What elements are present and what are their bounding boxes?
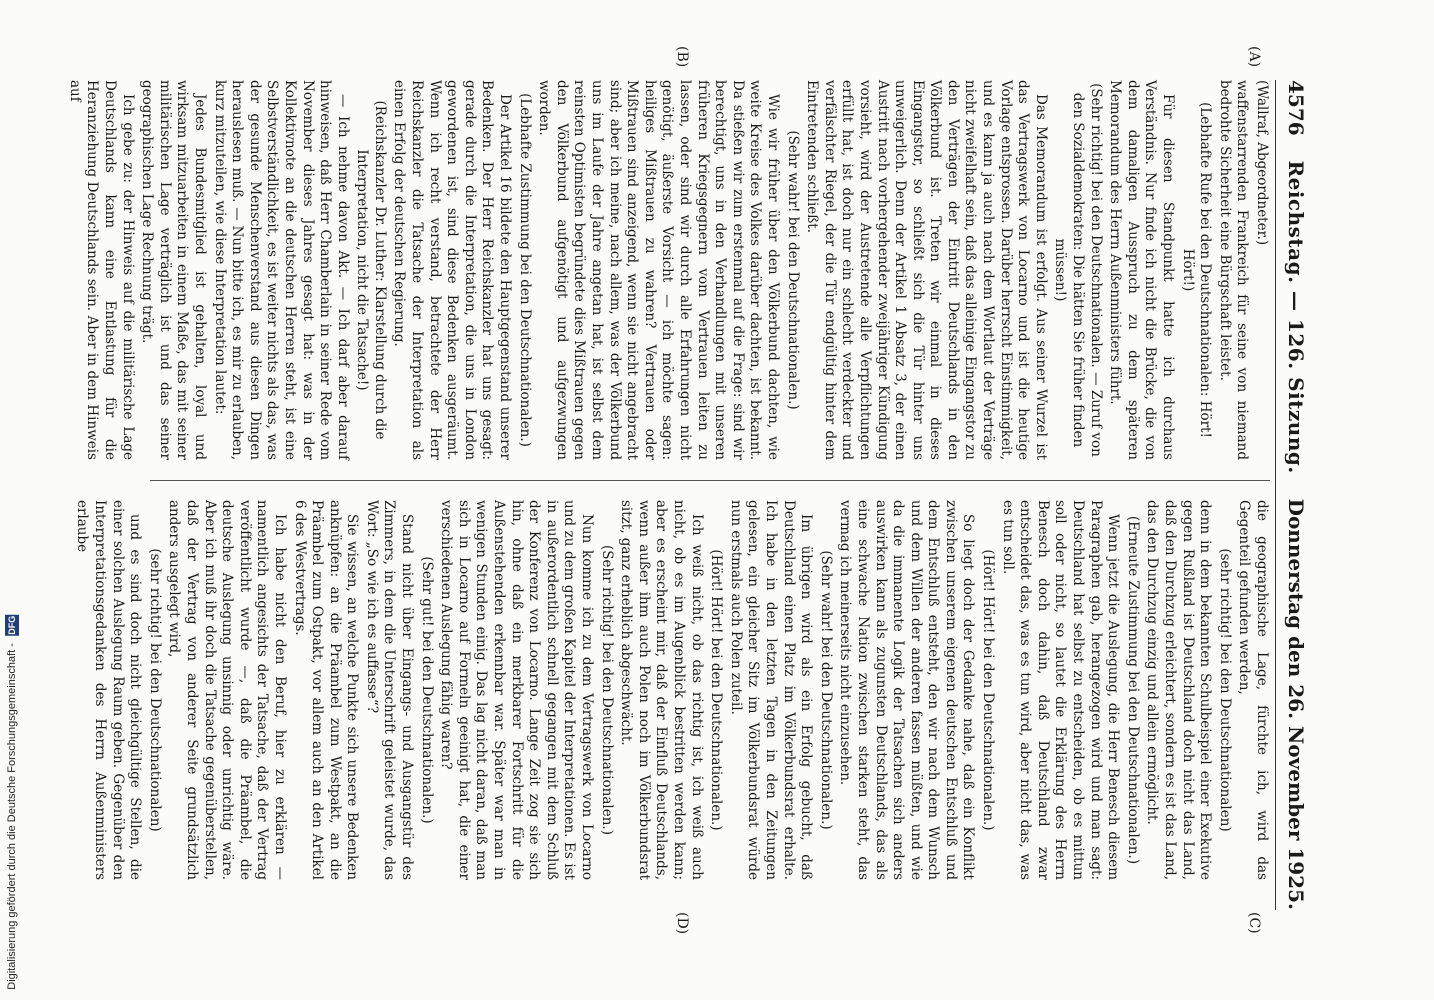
paragraph: (Sehr gut! bei den Deutschnationalen.) [418, 556, 435, 824]
paragraph: So liegt doch der Gedanke nahe, daß ein Konflikt zwischen unserem eigenen deutschen Entschluß und dem Entschluß entsteht, den wir nach dem Wunsch und dem Willen der anderen fassen müßten, und wie da die immanente Logik der Tatsachen sich anders auswirken kann als zugunsten Deutschlands, das als eine schwache Nation zwischen starken steht, das vermag ich meinerseits nicht einzusehen. [837, 500, 977, 880]
credit-label: Digitalisierung gefördert durch die Deutsche Forschungsgemeinschaft - [6, 643, 18, 990]
paragraph: (Sehr wahr! bei den Deutschnationalen.) [817, 550, 834, 830]
column-divider [150, 480, 1270, 481]
paragraph: Das Memorandum ist erfolgt. Aus seiner Wurzel ist das Vertragswerk von Locarno und ist die heutige Vorlage entsprossen. Darüber herrscht Einstimmigkeit, und es kann ja auch nach dem Wortlaut der Verträge nicht zweifelhaft sein, daß das alleinige Eingangstor zu den Verträgen der Eintritt Deutschlands in den Völkerbund ist. Treten wir einmal in dieses Eingangstor, so schließt sich die Tür hinter uns unweigerlich. Denn der Artikel 1 Absatz 3, der einen Austritt nach vorhergehender zweijähriger Kündigung vorsieht, wird der Austretende alle Verpflichtungen erfüllt hat, ist doch nur ein schlecht verdeckter und verfälschter Riegel, der die Tür endgültig hinter dem Eintretenden schließt. [804, 80, 1049, 460]
paragraph: (Erneute Zustimmung bei den Deutschnationalen.) [1124, 515, 1141, 865]
margin-marker-d: (D) [674, 912, 690, 935]
margin-marker-b: (B) [674, 46, 690, 68]
session-date: Donnerstag den 26. November 1925. [1284, 498, 1308, 910]
paragraph: Stand nicht über Eingangs- und Ausgangstür des Zimmers, in dem die Unterschrift geleistet wurde, das Wort: „So wie ich es auffasse“? [363, 500, 416, 880]
paragraph: waffenstarrenden Frankreich für seine von niemand bedrohte Sicherheit eine Bürgschaft leistet. [1216, 80, 1251, 460]
paragraph: die geographische Lage, fürchte ich, wird das Gegenteil gefunden werden, [1236, 500, 1270, 880]
paragraph: Der Artikel 16 bildete den Hauptgegenstand unserer Bedenken. Der Herr Reichskanzler hat uns gesagt: gerade durch die Interpretation, die uns in London gewordenen ist, sind diese Bedenken ausgeräumt. Wenn ich recht verstand, betrachtete der Herr Reichskanzler die Tatsache der Interpretation als einen Erfolg der deutschen Regierung. [391, 80, 514, 460]
paragraph: (Reichskanzler Dr. Luther: Klarstellung durch die Interpretation, nicht die Tatsache!) [354, 100, 388, 440]
paragraph: Sie wissen, an welche Punkte sich unsere Bedenken anknüpfen: an die Präambel zum Westpakt, an die Präambel zum Ostpakt, vor allem auch an den Artikel 6 des Westvertrags. [291, 500, 361, 880]
page-header [1282, 80, 1310, 910]
paragraph: Wie wir früher über den Völkerbund dachten, wie weite Kreise des Volkes darüber dachten, ist bekannt. Da stießen wir zum erstenmal auf die Frage: sind wir berechtigt, uns in den Verhandlungen mit unseren früheren Kriegsgegnern vom Vertrauen leiten zu lassen, oder sind wir durch alle Erfahrungen nicht genötigt, äußerste Vorsicht — ich möchte sagen: heiliges Mißtrauen zu wahren? Vertrauen oder Mißtrauen sind anzeigend, wenn sie nicht angebracht sind; aber ich meine, nach allem, was der Völkerbund uns im Laufe der Jahre angetan hat, ist selbst dem reinsten Optimisten begründete dies Mißtrauen gegen den Völkerbund aufgenötigt und aufgezwungen worden. [536, 80, 781, 460]
dfg-logo: DFG [7, 616, 17, 636]
margin-marker-a: (A) [1246, 46, 1262, 68]
paragraph: Nun komme ich zu dem Vertragswerk von Locarno und zu dem großen Kapitel der Interpretationen. Es ist in außerordentlich schnell gegangen mit dem Schluß der Konferenz von Locarno. Lange Zeit zog sie sich hin, ohne daß ein merkbarer Fortschritt für die Außenstehenden erkennbar war. Später war man in wenigen Stunden einig. Das lag nicht daran, daß man sich in Locarno auf Formeln geeinigt hat, die einer verschiedenen Auslegung fähig waren? [438, 500, 596, 880]
paragraph: (Sehr richtig! bei den Deutschnationalen. — Zuruf von den Sozialdemokraten: Die hätten Sie früher finden müssen!) [1052, 83, 1104, 457]
margin-marker-c: (C) [1246, 912, 1262, 934]
paragraph: (Hört! Hört! bei den Deutschnationalen.) [708, 549, 725, 831]
paragraph: und es sind doch nicht gleichgültige Stellen, die einer solchen Auslegung Raum geben. Gegenüber den Interpretationsgedanken des Herrn Außenministers erlaube [74, 500, 144, 880]
paragraph: (Sehr richtig! bei den Deutschnationalen.) [598, 545, 615, 835]
paragraph: Für diesen Standpunkt hatte ich durchaus Verständnis. Nur finde ich nicht die Brücke, die von dem damaligen Ausspruch zu dem späteren Memorandum des Herrn Außenministers führt. [1107, 80, 1177, 460]
credit-text [5, 615, 19, 990]
session-title: Reichstag. — 126. Sitzung. [1284, 160, 1308, 474]
page-number: 4576 [1284, 80, 1308, 136]
header-rule [1275, 80, 1276, 910]
paragraph: (Hört! Hört! bei den Deutschnationalen.) [980, 549, 997, 831]
paragraph: (Lebhafte Zustimmung bei den Deutschnationalen.) [516, 93, 533, 447]
paragraph: Jedes Bundesmitglied ist gehalten, loyal und wirksam mitzuarbeiten in einem Maße, das mit seiner militärischen Lage verträglich ist und das seiner geographischen Lage Rechnung trägt. [139, 80, 208, 460]
digitization-credit [2, 20, 22, 990]
paragraph: Ich gebe zu: der Hinweis auf die militärische Lage Deutschlands kann eine Entlastung für die Heranziehung Deutschlands sein. Aber in dem Hinweis auf [66, 80, 136, 460]
paragraph: (Sehr wahr! bei den Deutschnationalen.) [784, 130, 801, 410]
paragraph: Wenn jetzt die Auslegung, die Herr Benesch diesem Paragraphen gab, herangezogen wird und man sagt: Deutschland hat selbst zu entscheiden, ob es mittun soll oder nicht, so lautet die Erklärung des Herrn Benesch doch dahin, daß Deutschland zwar entscheidet das, was es tun wird, aber nicht das, was es tun soll. [999, 500, 1122, 880]
right-text-column [74, 500, 1270, 880]
paragraph: — Ich nehme davon Akt. — Ich darf aber darauf hinweisen, daß Herr Chamberlain in seiner Rede vom November dieses Jahres gesagt hat: was in der Kollektivnote an die deutschen Herren steht, ist eine Selbstverständlichkeit, es ist weiter nichts als das, was der gesunde Menschenverstand aus diesen Dingen herauslesen muß. — Nun bitte ich, es mir zu erlauben, kurz mitzuteilen, wie diese Interpretation lautet: [211, 80, 351, 460]
paragraph: (Lebhafte Rufe bei den Deutschnationalen: Hört! Hört!) [1179, 102, 1214, 438]
paragraph: denn in dem bekannten Schulbeispiel einer Exekutive gegen Rußland ist Deutschland doch nicht das Land, daß den Durchzug erleichtert, sondern es ist das Land, das den Durchzug einzig und allein ermöglicht. [1144, 500, 1214, 880]
paragraph: Ich habe nicht den Beruf, hier zu erklären — namentlich angesichts der Tatsache, daß der Vertrag veröffentlicht wurde —, daß die Präambel, die deutsche Auslegung unsinnig oder unrichtig wäre. Aber ich muß ihr doch die Tatsache gegenüberstellen, daß der Vertrag von anderer Seite grundsätzlich anders ausgelegt wird, [166, 500, 288, 880]
paragraph: Im übrigen wird als ein Erfolg gebucht, daß Deutschland einen Platz im Völkerbundsrat erhalte. Ich habe in den letzten Tagen in den Zeitungen gelesen, ein gleicher Sitz im Völkerbundsrat würde nun erstmals auch Polen zuteil. [727, 500, 815, 880]
paragraph: (sehr richtig! bei den Deutschnationalen) [1216, 548, 1233, 832]
paragraph: (Wallraf, Abgeordneter.) [1254, 80, 1270, 246]
left-text-column [66, 80, 1270, 460]
paragraph: Ich weiß nicht, ob das richtig ist, ich weiß auch nicht, ob es im Augenblick bestritten werden kann; aber es erscheint mir, daß der Einfluß Deutschlands, wenn außer ihm auch Polen noch im Völkerbundsrat sitzt, ganz erheblich abgeschwächt. [618, 500, 705, 880]
rotated-document-page [66, 46, 1310, 935]
paragraph: (sehr richtig! bei den Deutschnationalen) [146, 548, 163, 832]
